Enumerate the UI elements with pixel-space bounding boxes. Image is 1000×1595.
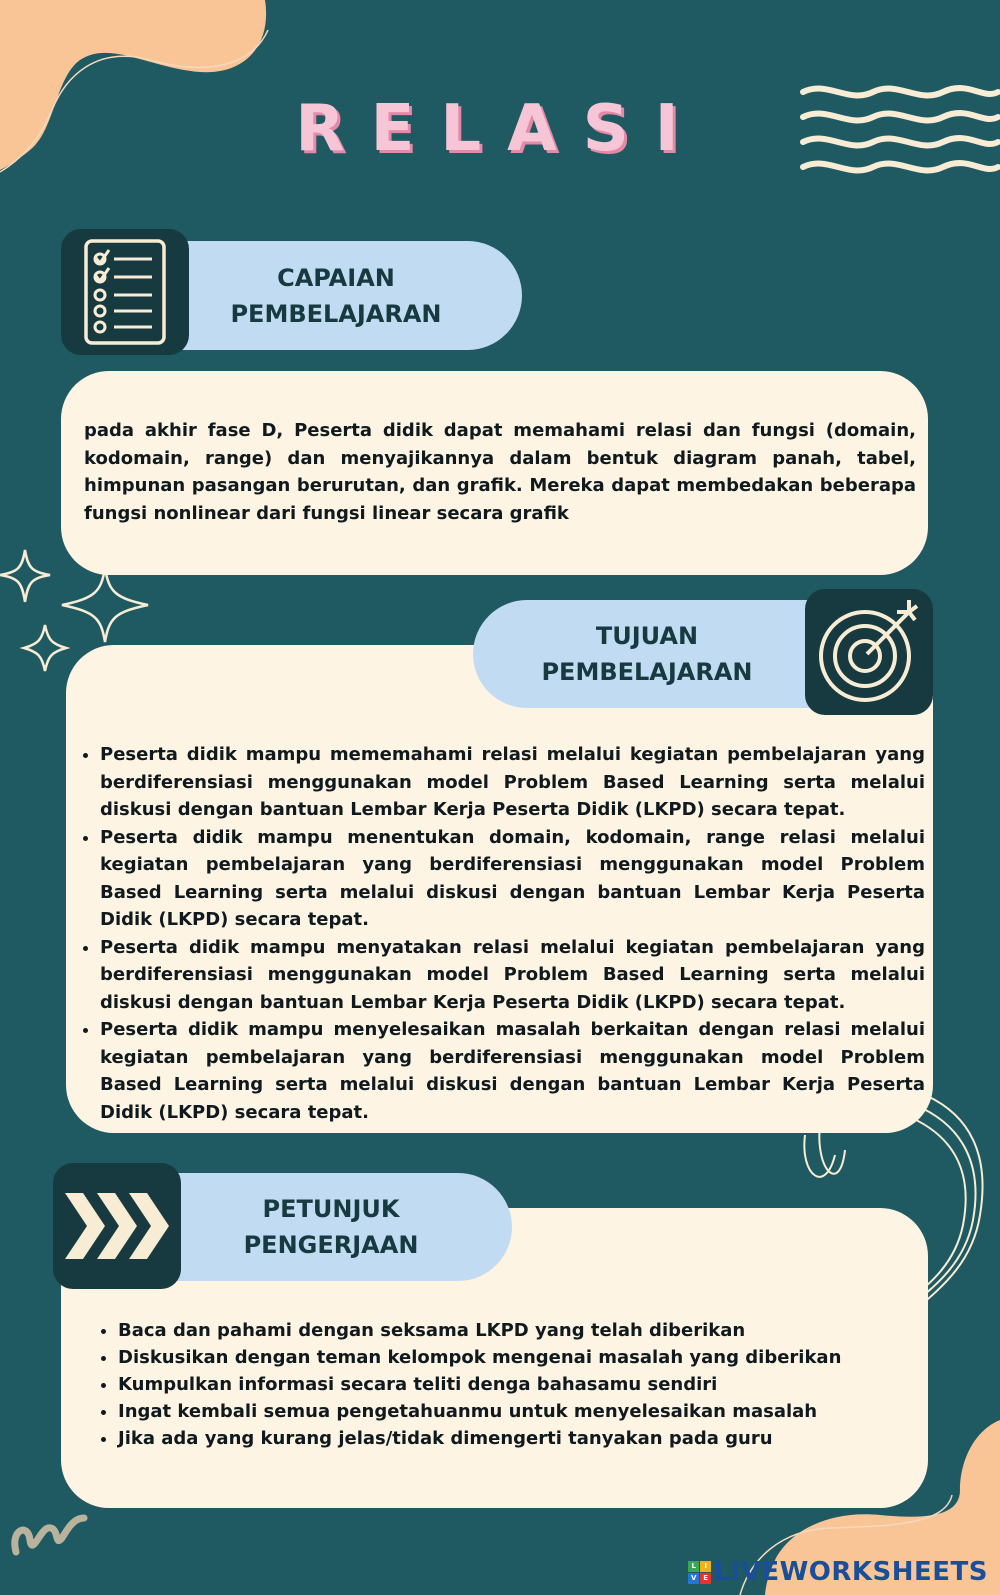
liveworksheets-mark-icon: L I V E: [688, 1561, 711, 1584]
capaian-body-text: pada akhir fase D, Peserta didik dapat memahami relasi dan fungsi (domain, kodomain, range) dan menyajikannya dalam bentuk diagram panah, tabel, himpunan pasangan berurutan, dan grafik. Mereka dapat membedakan beberapa fungsi nonlinear dari fungsi linear secara grafik: [84, 420, 916, 524]
squiggle-decoration: [10, 1500, 90, 1560]
tujuan-item: • Peserta didik mampu menentukan domain, kodomain, range relasi melalui kegiatan pembelajaran yang berdiferensiasi menggunakan model Problem Based Learning serta melalui diskusi dengan bantuan Lembar Kerja Peserta Didik (LKPD) secara tepat.: [100, 824, 925, 934]
petunjuk-item: • Ingat kembali semua pengetahuanmu untuk menyelesaikan masalah: [118, 1398, 908, 1425]
capaian-heading: [150, 241, 522, 350]
tujuan-icon-box: [805, 589, 933, 715]
capaian-icon-box: [61, 229, 189, 355]
capaian-heading-line1: CAPAIAN: [277, 263, 395, 292]
petunjuk-item: • Jika ada yang kurang jelas/tidak dimengerti tanyakan pada guru: [118, 1425, 908, 1452]
liveworksheets-logo-text: LIVEWORKSHEETS: [713, 1557, 988, 1587]
liveworksheets-logo[interactable]: [688, 1557, 988, 1587]
tujuan-item: • Peserta didik mampu mememahami relasi melalui kegiatan pembelajaran yang berdiferensiasi menggunakan model Problem Based Learning serta melalui diskusi dengan bantuan Lembar Kerja Peserta Didik (LKPD) secara tepat.: [100, 741, 925, 824]
petunjuk-item: • Kumpulkan informasi secara teliti denga bahasamu sendiri: [118, 1371, 908, 1398]
target-icon: [817, 600, 921, 704]
petunjuk-item: • Baca dan pahami dengan seksama LKPD yang telah diberikan: [118, 1317, 908, 1344]
petunjuk-heading-line2: PENGERJAAN: [243, 1231, 419, 1259]
page-title: RELASI: [295, 92, 705, 166]
checklist-icon: [82, 237, 168, 347]
petunjuk-heading: [150, 1173, 512, 1281]
tujuan-heading-line2: PEMBELAJARAN: [541, 658, 753, 686]
petunjuk-item: • Diskusikan dengan teman kelompok mengenai masalah yang diberikan: [118, 1344, 908, 1371]
capaian-heading-line2: PEMBELAJARAN: [230, 299, 442, 328]
chevrons-icon: [65, 1193, 169, 1259]
petunjuk-list: [88, 1317, 908, 1452]
petunjuk-heading-line1: PETUNJUK: [262, 1195, 400, 1223]
tujuan-item: • Peserta didik mampu menyelesaikan masalah berkaitan dengan relasi melalui kegiatan pembelajaran yang berdiferensiasi menggunakan model Problem Based Learning serta melalui diskusi dengan bantuan Lembar Kerja Peserta Didik (LKPD) secara tepat.: [100, 1016, 925, 1126]
petunjuk-icon-box: [53, 1163, 181, 1289]
tujuan-list: [70, 741, 925, 1126]
tujuan-heading-line1: TUJUAN: [595, 622, 699, 650]
tujuan-item: • Peserta didik mampu menyatakan relasi melalui kegiatan pembelajaran yang berdiferensiasi menggunakan model Problem Based Learning serta melalui diskusi dengan bantuan Lembar Kerja Peserta Didik (LKPD) secara tepat.: [100, 934, 925, 1017]
tujuan-heading: [473, 600, 821, 708]
